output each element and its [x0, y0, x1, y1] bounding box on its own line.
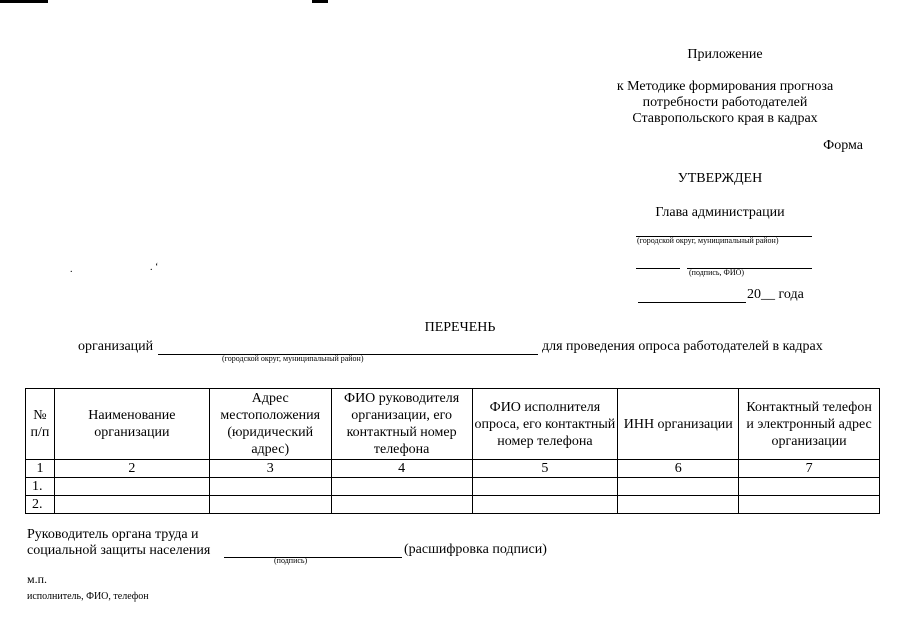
column-header-executor: ФИО исполнителя опроса, его контактный номер телефона — [472, 389, 618, 460]
table-cell — [618, 478, 739, 496]
stamp-place: м.п. — [27, 572, 48, 586]
column-number-row — [26, 460, 880, 478]
form-label: Форма — [823, 138, 863, 153]
column-header-address: Адрес местоположения (юридический адрес) — [209, 389, 331, 460]
signature-decoding: (расшифровка подписи) — [404, 542, 547, 557]
column-number: 3 — [209, 460, 331, 478]
organizations-table — [25, 388, 880, 514]
year-text: 20__ года — [747, 287, 804, 302]
date-line — [638, 302, 746, 303]
district-hint: (городской округ, муниципальный район) — [637, 236, 779, 245]
table-header-row — [26, 389, 880, 460]
organizations-label: организаций — [78, 339, 154, 354]
column-number: 2 — [54, 460, 209, 478]
table-cell — [54, 496, 209, 514]
table-cell — [54, 478, 209, 496]
appendix-line: Ставропольского края в кадрах — [632, 111, 818, 126]
scan-artifact — [0, 0, 48, 3]
table-cell — [209, 478, 331, 496]
row-number: 2. — [26, 496, 55, 514]
scan-dot: . ‘ — [150, 262, 159, 273]
table-cell — [331, 478, 472, 496]
table-cell — [209, 496, 331, 514]
table-cell — [739, 496, 880, 514]
appendix-reference — [590, 79, 860, 127]
scan-artifact — [312, 0, 328, 3]
table-row — [26, 496, 880, 514]
column-number: 1 — [26, 460, 55, 478]
head-administration: Глава администрации — [655, 205, 785, 220]
list-title: ПЕРЕЧЕНЬ — [424, 320, 496, 335]
row-number: 1. — [26, 478, 55, 496]
table-cell — [739, 478, 880, 496]
appendix-line: к Методике формирования прогноза — [616, 79, 834, 94]
table-cell — [331, 496, 472, 514]
appendix-title: Приложение — [687, 47, 763, 62]
table-row — [26, 478, 880, 496]
footer-signature-hint: (подпись) — [274, 556, 308, 565]
table-cell — [618, 496, 739, 514]
column-number: 5 — [472, 460, 618, 478]
column-header-contacts: Контактный телефон и электронный адрес организации — [739, 389, 880, 460]
column-number: 7 — [739, 460, 880, 478]
signature-line-left — [636, 268, 680, 269]
signature-hint: (подпись, ФИО) — [689, 268, 745, 277]
footer-signature-line — [224, 557, 402, 558]
appendix-line: потребности работодателей — [642, 95, 808, 110]
table-cell — [472, 496, 618, 514]
table-cell — [472, 478, 618, 496]
signer-title — [27, 527, 210, 559]
district-field-hint: (городской округ, муниципальный район) — [222, 354, 364, 363]
scan-dot: . — [70, 264, 73, 275]
signer-title-line: Руководитель органа труда и — [27, 527, 199, 542]
survey-purpose: для проведения опроса работодателей в кадрах — [542, 339, 823, 354]
column-number: 6 — [618, 460, 739, 478]
column-header-head: ФИО руководителя организации, его контактный номер телефона — [331, 389, 472, 460]
column-header-inn: ИНН организации — [618, 389, 739, 460]
signer-title-line: социальной защиты населения — [27, 543, 211, 558]
column-header-name: Наименование организации — [54, 389, 209, 460]
executor-info: исполнитель, ФИО, телефон — [27, 591, 149, 602]
approved-heading: УТВЕРЖДЕН — [677, 171, 763, 186]
column-number: 4 — [331, 460, 472, 478]
column-header-number: № п/п — [26, 389, 55, 460]
